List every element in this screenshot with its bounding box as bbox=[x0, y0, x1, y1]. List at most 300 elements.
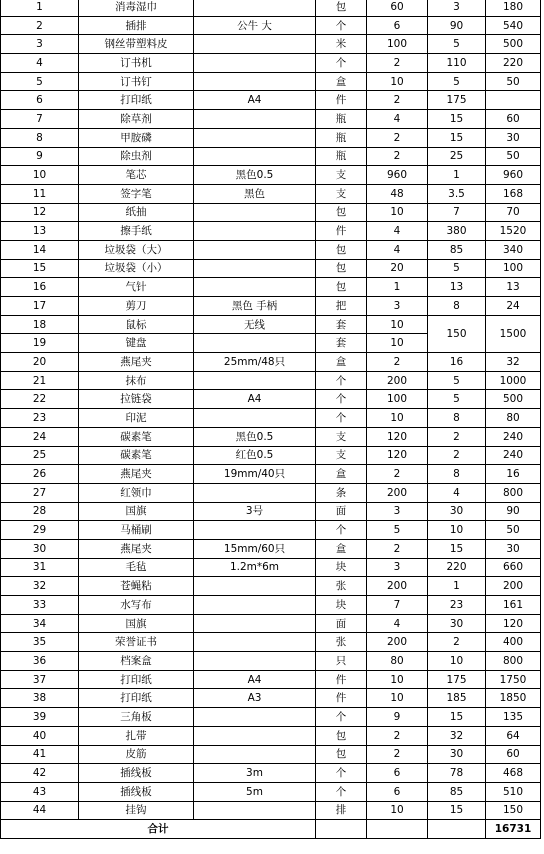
table-row bbox=[1, 689, 541, 708]
item-spec: 25mm/48只 bbox=[194, 353, 316, 372]
item-price: 10 bbox=[428, 652, 486, 671]
item-unit: 盒 bbox=[316, 72, 367, 91]
item-amount: 1000 bbox=[486, 371, 541, 390]
item-price: 78 bbox=[428, 764, 486, 783]
item-amount: 70 bbox=[486, 203, 541, 222]
item-name: 国旗 bbox=[79, 502, 194, 521]
table-row bbox=[1, 446, 541, 465]
row-number: 23 bbox=[1, 409, 79, 428]
item-amount: 161 bbox=[486, 596, 541, 615]
table-row bbox=[1, 184, 541, 203]
item-name: 签字笔 bbox=[79, 184, 194, 203]
item-amount: 800 bbox=[486, 483, 541, 502]
item-unit: 排 bbox=[316, 801, 367, 820]
item-spec bbox=[194, 409, 316, 428]
table-row bbox=[1, 801, 541, 820]
item-amount bbox=[486, 91, 541, 110]
item-spec bbox=[194, 54, 316, 73]
table-row bbox=[1, 297, 541, 316]
item-quantity: 120 bbox=[367, 427, 428, 446]
item-amount: 30 bbox=[486, 539, 541, 558]
item-amount: 1500 bbox=[486, 315, 541, 352]
item-price: 7 bbox=[428, 203, 486, 222]
item-quantity: 6 bbox=[367, 16, 428, 35]
item-amount: 90 bbox=[486, 502, 541, 521]
item-price: 10 bbox=[428, 521, 486, 540]
item-price: 25 bbox=[428, 147, 486, 166]
item-price: 15 bbox=[428, 801, 486, 820]
item-name: 擦手纸 bbox=[79, 222, 194, 241]
item-unit: 个 bbox=[316, 371, 367, 390]
item-amount: 100 bbox=[486, 259, 541, 278]
table-row bbox=[1, 353, 541, 372]
table-row bbox=[1, 259, 541, 278]
item-name: 消毒湿巾 bbox=[79, 0, 194, 16]
item-price: 150 bbox=[428, 315, 486, 352]
item-amount: 660 bbox=[486, 558, 541, 577]
row-number: 1 bbox=[1, 0, 79, 16]
item-spec: A4 bbox=[194, 390, 316, 409]
item-unit: 瓶 bbox=[316, 110, 367, 129]
table-row bbox=[1, 633, 541, 652]
item-name: 三角板 bbox=[79, 708, 194, 727]
item-price: 13 bbox=[428, 278, 486, 297]
item-quantity: 10 bbox=[367, 409, 428, 428]
empty-cell bbox=[428, 820, 486, 839]
item-amount: 120 bbox=[486, 614, 541, 633]
table-row bbox=[1, 240, 541, 259]
item-name: 打印纸 bbox=[79, 91, 194, 110]
item-unit: 瓶 bbox=[316, 147, 367, 166]
row-number: 30 bbox=[1, 539, 79, 558]
table-row bbox=[1, 483, 541, 502]
item-name: 拉链袋 bbox=[79, 390, 194, 409]
item-spec bbox=[194, 147, 316, 166]
row-number: 36 bbox=[1, 652, 79, 671]
row-number: 19 bbox=[1, 334, 79, 353]
row-number: 4 bbox=[1, 54, 79, 73]
item-amount: 1520 bbox=[486, 222, 541, 241]
item-unit: 个 bbox=[316, 764, 367, 783]
item-quantity: 3 bbox=[367, 297, 428, 316]
item-unit: 把 bbox=[316, 297, 367, 316]
item-price: 5 bbox=[428, 35, 486, 54]
item-quantity: 7 bbox=[367, 596, 428, 615]
item-unit: 盒 bbox=[316, 353, 367, 372]
item-amount: 50 bbox=[486, 147, 541, 166]
item-amount: 16 bbox=[486, 465, 541, 484]
item-amount: 240 bbox=[486, 446, 541, 465]
item-amount: 500 bbox=[486, 390, 541, 409]
item-name: 毛毡 bbox=[79, 558, 194, 577]
item-unit: 套 bbox=[316, 315, 367, 334]
item-amount: 24 bbox=[486, 297, 541, 316]
item-amount: 32 bbox=[486, 353, 541, 372]
table-row bbox=[1, 745, 541, 764]
table-row bbox=[1, 558, 541, 577]
item-name: 碳素笔 bbox=[79, 427, 194, 446]
item-price: 110 bbox=[428, 54, 486, 73]
item-amount: 200 bbox=[486, 577, 541, 596]
item-unit: 盒 bbox=[316, 539, 367, 558]
table-row bbox=[1, 708, 541, 727]
item-amount: 800 bbox=[486, 652, 541, 671]
item-price: 8 bbox=[428, 297, 486, 316]
table-row bbox=[1, 16, 541, 35]
row-number: 16 bbox=[1, 278, 79, 297]
item-price: 2 bbox=[428, 446, 486, 465]
item-spec bbox=[194, 334, 316, 353]
item-amount: 1750 bbox=[486, 670, 541, 689]
item-spec bbox=[194, 726, 316, 745]
item-unit: 包 bbox=[316, 259, 367, 278]
item-unit: 支 bbox=[316, 184, 367, 203]
item-unit: 个 bbox=[316, 708, 367, 727]
item-name: 挂钩 bbox=[79, 801, 194, 820]
table-row bbox=[1, 390, 541, 409]
item-quantity: 60 bbox=[367, 0, 428, 16]
item-name: 插线板 bbox=[79, 782, 194, 801]
item-price: 8 bbox=[428, 409, 486, 428]
item-name: 燕尾夹 bbox=[79, 353, 194, 372]
item-price: 15 bbox=[428, 110, 486, 129]
item-amount: 400 bbox=[486, 633, 541, 652]
item-name: 键盘 bbox=[79, 334, 194, 353]
item-name: 剪刀 bbox=[79, 297, 194, 316]
row-number: 39 bbox=[1, 708, 79, 727]
item-amount: 510 bbox=[486, 782, 541, 801]
item-name: 抹布 bbox=[79, 371, 194, 390]
item-spec bbox=[194, 801, 316, 820]
item-name: 甲胺磷 bbox=[79, 128, 194, 147]
item-unit: 支 bbox=[316, 166, 367, 185]
row-number: 35 bbox=[1, 633, 79, 652]
item-name: 红领巾 bbox=[79, 483, 194, 502]
item-name: 水写布 bbox=[79, 596, 194, 615]
item-quantity: 4 bbox=[367, 240, 428, 259]
table-row bbox=[1, 427, 541, 446]
item-quantity: 10 bbox=[367, 670, 428, 689]
item-quantity: 10 bbox=[367, 334, 428, 353]
item-name: 碳素笔 bbox=[79, 446, 194, 465]
item-quantity: 3 bbox=[367, 502, 428, 521]
item-name: 国旗 bbox=[79, 614, 194, 633]
row-number: 40 bbox=[1, 726, 79, 745]
item-spec bbox=[194, 483, 316, 502]
item-quantity: 2 bbox=[367, 91, 428, 110]
table-row bbox=[1, 128, 541, 147]
item-quantity: 960 bbox=[367, 166, 428, 185]
row-number: 9 bbox=[1, 147, 79, 166]
table-row bbox=[1, 166, 541, 185]
item-spec: 公牛 大 bbox=[194, 16, 316, 35]
item-unit: 包 bbox=[316, 240, 367, 259]
item-amount: 1850 bbox=[486, 689, 541, 708]
row-number: 41 bbox=[1, 745, 79, 764]
item-amount: 50 bbox=[486, 521, 541, 540]
item-price: 90 bbox=[428, 16, 486, 35]
item-unit: 件 bbox=[316, 222, 367, 241]
row-number: 26 bbox=[1, 465, 79, 484]
item-unit: 张 bbox=[316, 633, 367, 652]
item-name: 笔芯 bbox=[79, 166, 194, 185]
row-number: 17 bbox=[1, 297, 79, 316]
item-quantity: 2 bbox=[367, 128, 428, 147]
item-spec: 3号 bbox=[194, 502, 316, 521]
item-spec: 3m bbox=[194, 764, 316, 783]
table-body bbox=[1, 0, 541, 838]
empty-cell bbox=[316, 820, 367, 839]
item-quantity: 2 bbox=[367, 726, 428, 745]
row-number: 28 bbox=[1, 502, 79, 521]
table-row bbox=[1, 35, 541, 54]
item-amount: 80 bbox=[486, 409, 541, 428]
row-number: 25 bbox=[1, 446, 79, 465]
item-amount: 60 bbox=[486, 745, 541, 764]
item-quantity: 2 bbox=[367, 745, 428, 764]
item-spec bbox=[194, 259, 316, 278]
item-unit: 支 bbox=[316, 446, 367, 465]
item-spec bbox=[194, 745, 316, 764]
item-spec bbox=[194, 633, 316, 652]
item-unit: 包 bbox=[316, 745, 367, 764]
item-spec bbox=[194, 521, 316, 540]
row-number: 31 bbox=[1, 558, 79, 577]
item-unit: 个 bbox=[316, 409, 367, 428]
item-price: 15 bbox=[428, 128, 486, 147]
item-amount: 150 bbox=[486, 801, 541, 820]
item-spec: 黑色 手柄 bbox=[194, 297, 316, 316]
row-number: 22 bbox=[1, 390, 79, 409]
total-row bbox=[1, 820, 541, 839]
table-row bbox=[1, 222, 541, 241]
item-price: 175 bbox=[428, 91, 486, 110]
item-price: 15 bbox=[428, 708, 486, 727]
item-name: 打印纸 bbox=[79, 689, 194, 708]
table-row bbox=[1, 614, 541, 633]
item-name: 扎带 bbox=[79, 726, 194, 745]
item-amount: 220 bbox=[486, 54, 541, 73]
table-row bbox=[1, 409, 541, 428]
item-name: 垃圾袋（小） bbox=[79, 259, 194, 278]
item-spec bbox=[194, 203, 316, 222]
item-quantity: 1 bbox=[367, 278, 428, 297]
item-quantity: 10 bbox=[367, 203, 428, 222]
row-number: 37 bbox=[1, 670, 79, 689]
item-quantity: 100 bbox=[367, 35, 428, 54]
table-row bbox=[1, 652, 541, 671]
item-spec bbox=[194, 222, 316, 241]
item-quantity: 4 bbox=[367, 614, 428, 633]
item-name: 插线板 bbox=[79, 764, 194, 783]
item-spec bbox=[194, 652, 316, 671]
item-spec bbox=[194, 72, 316, 91]
item-price: 85 bbox=[428, 240, 486, 259]
item-spec bbox=[194, 278, 316, 297]
table-row bbox=[1, 371, 541, 390]
item-unit: 块 bbox=[316, 558, 367, 577]
item-price: 175 bbox=[428, 670, 486, 689]
item-amount: 168 bbox=[486, 184, 541, 203]
row-number: 34 bbox=[1, 614, 79, 633]
item-price: 4 bbox=[428, 483, 486, 502]
item-spec bbox=[194, 128, 316, 147]
item-spec bbox=[194, 110, 316, 129]
item-name: 订书钉 bbox=[79, 72, 194, 91]
item-price: 3.5 bbox=[428, 184, 486, 203]
row-number: 44 bbox=[1, 801, 79, 820]
table-row bbox=[1, 110, 541, 129]
row-number: 13 bbox=[1, 222, 79, 241]
table-row bbox=[1, 147, 541, 166]
item-price: 5 bbox=[428, 371, 486, 390]
item-name: 荣誉证书 bbox=[79, 633, 194, 652]
table-row bbox=[1, 726, 541, 745]
item-price: 16 bbox=[428, 353, 486, 372]
item-quantity: 100 bbox=[367, 390, 428, 409]
item-price: 1 bbox=[428, 166, 486, 185]
item-spec bbox=[194, 614, 316, 633]
item-quantity: 6 bbox=[367, 782, 428, 801]
item-amount: 540 bbox=[486, 16, 541, 35]
item-amount: 135 bbox=[486, 708, 541, 727]
item-amount: 64 bbox=[486, 726, 541, 745]
row-number: 6 bbox=[1, 91, 79, 110]
item-spec: 黑色0.5 bbox=[194, 166, 316, 185]
item-name: 马桶刷 bbox=[79, 521, 194, 540]
item-quantity: 2 bbox=[367, 54, 428, 73]
item-name: 燕尾夹 bbox=[79, 539, 194, 558]
item-unit: 个 bbox=[316, 782, 367, 801]
item-name: 除草剂 bbox=[79, 110, 194, 129]
item-spec: 19mm/40只 bbox=[194, 465, 316, 484]
row-number: 15 bbox=[1, 259, 79, 278]
item-price: 32 bbox=[428, 726, 486, 745]
item-quantity: 10 bbox=[367, 72, 428, 91]
row-number: 29 bbox=[1, 521, 79, 540]
item-spec bbox=[194, 371, 316, 390]
item-unit: 件 bbox=[316, 91, 367, 110]
item-price: 220 bbox=[428, 558, 486, 577]
table-row bbox=[1, 670, 541, 689]
item-spec: 15mm/60只 bbox=[194, 539, 316, 558]
item-price: 380 bbox=[428, 222, 486, 241]
row-number: 10 bbox=[1, 166, 79, 185]
table-row bbox=[1, 315, 541, 334]
item-unit: 包 bbox=[316, 0, 367, 16]
table-row bbox=[1, 54, 541, 73]
item-price: 2 bbox=[428, 427, 486, 446]
item-quantity: 4 bbox=[367, 222, 428, 241]
total-value: 16731 bbox=[486, 820, 541, 839]
item-unit: 件 bbox=[316, 670, 367, 689]
item-price: 5 bbox=[428, 72, 486, 91]
row-number: 21 bbox=[1, 371, 79, 390]
table-row bbox=[1, 278, 541, 297]
item-amount: 180 bbox=[486, 0, 541, 16]
table-row bbox=[1, 465, 541, 484]
row-number: 8 bbox=[1, 128, 79, 147]
item-spec: A4 bbox=[194, 670, 316, 689]
item-quantity: 3 bbox=[367, 558, 428, 577]
total-label: 合计 bbox=[1, 820, 316, 839]
table-row bbox=[1, 91, 541, 110]
item-price: 15 bbox=[428, 539, 486, 558]
row-number: 32 bbox=[1, 577, 79, 596]
item-spec bbox=[194, 708, 316, 727]
item-spec: 红色0.5 bbox=[194, 446, 316, 465]
item-spec: A3 bbox=[194, 689, 316, 708]
row-number: 43 bbox=[1, 782, 79, 801]
item-price: 85 bbox=[428, 782, 486, 801]
item-spec: A4 bbox=[194, 91, 316, 110]
table-row bbox=[1, 577, 541, 596]
item-amount: 468 bbox=[486, 764, 541, 783]
row-number: 3 bbox=[1, 35, 79, 54]
item-price: 5 bbox=[428, 259, 486, 278]
item-name: 苍蝇粘 bbox=[79, 577, 194, 596]
row-number: 2 bbox=[1, 16, 79, 35]
item-price: 30 bbox=[428, 502, 486, 521]
row-number: 14 bbox=[1, 240, 79, 259]
item-unit: 包 bbox=[316, 726, 367, 745]
item-quantity: 4 bbox=[367, 110, 428, 129]
item-unit: 个 bbox=[316, 54, 367, 73]
item-spec: 5m bbox=[194, 782, 316, 801]
item-unit: 件 bbox=[316, 689, 367, 708]
item-amount: 30 bbox=[486, 128, 541, 147]
item-quantity: 10 bbox=[367, 801, 428, 820]
item-name: 钢丝带塑料皮 bbox=[79, 35, 194, 54]
item-unit: 个 bbox=[316, 16, 367, 35]
item-unit: 只 bbox=[316, 652, 367, 671]
item-quantity: 200 bbox=[367, 577, 428, 596]
item-spec bbox=[194, 0, 316, 16]
item-quantity: 2 bbox=[367, 539, 428, 558]
item-unit: 瓶 bbox=[316, 128, 367, 147]
table-row bbox=[1, 72, 541, 91]
item-name: 皮筋 bbox=[79, 745, 194, 764]
item-spec bbox=[194, 240, 316, 259]
item-spec: 无线 bbox=[194, 315, 316, 334]
table-row bbox=[1, 596, 541, 615]
item-unit: 米 bbox=[316, 35, 367, 54]
item-quantity: 10 bbox=[367, 315, 428, 334]
item-unit: 盒 bbox=[316, 465, 367, 484]
item-name: 燕尾夹 bbox=[79, 465, 194, 484]
row-number: 27 bbox=[1, 483, 79, 502]
item-name: 档案盒 bbox=[79, 652, 194, 671]
item-amount: 50 bbox=[486, 72, 541, 91]
item-unit: 个 bbox=[316, 521, 367, 540]
row-number: 20 bbox=[1, 353, 79, 372]
table-row bbox=[1, 502, 541, 521]
item-unit: 包 bbox=[316, 203, 367, 222]
item-price: 23 bbox=[428, 596, 486, 615]
item-price: 8 bbox=[428, 465, 486, 484]
table-row bbox=[1, 0, 541, 16]
item-price: 185 bbox=[428, 689, 486, 708]
row-number: 42 bbox=[1, 764, 79, 783]
item-unit: 条 bbox=[316, 483, 367, 502]
table-row bbox=[1, 764, 541, 783]
item-amount: 500 bbox=[486, 35, 541, 54]
item-spec bbox=[194, 35, 316, 54]
item-name: 气针 bbox=[79, 278, 194, 297]
item-quantity: 2 bbox=[367, 465, 428, 484]
item-quantity: 200 bbox=[367, 633, 428, 652]
item-spec: 1.2m*6m bbox=[194, 558, 316, 577]
